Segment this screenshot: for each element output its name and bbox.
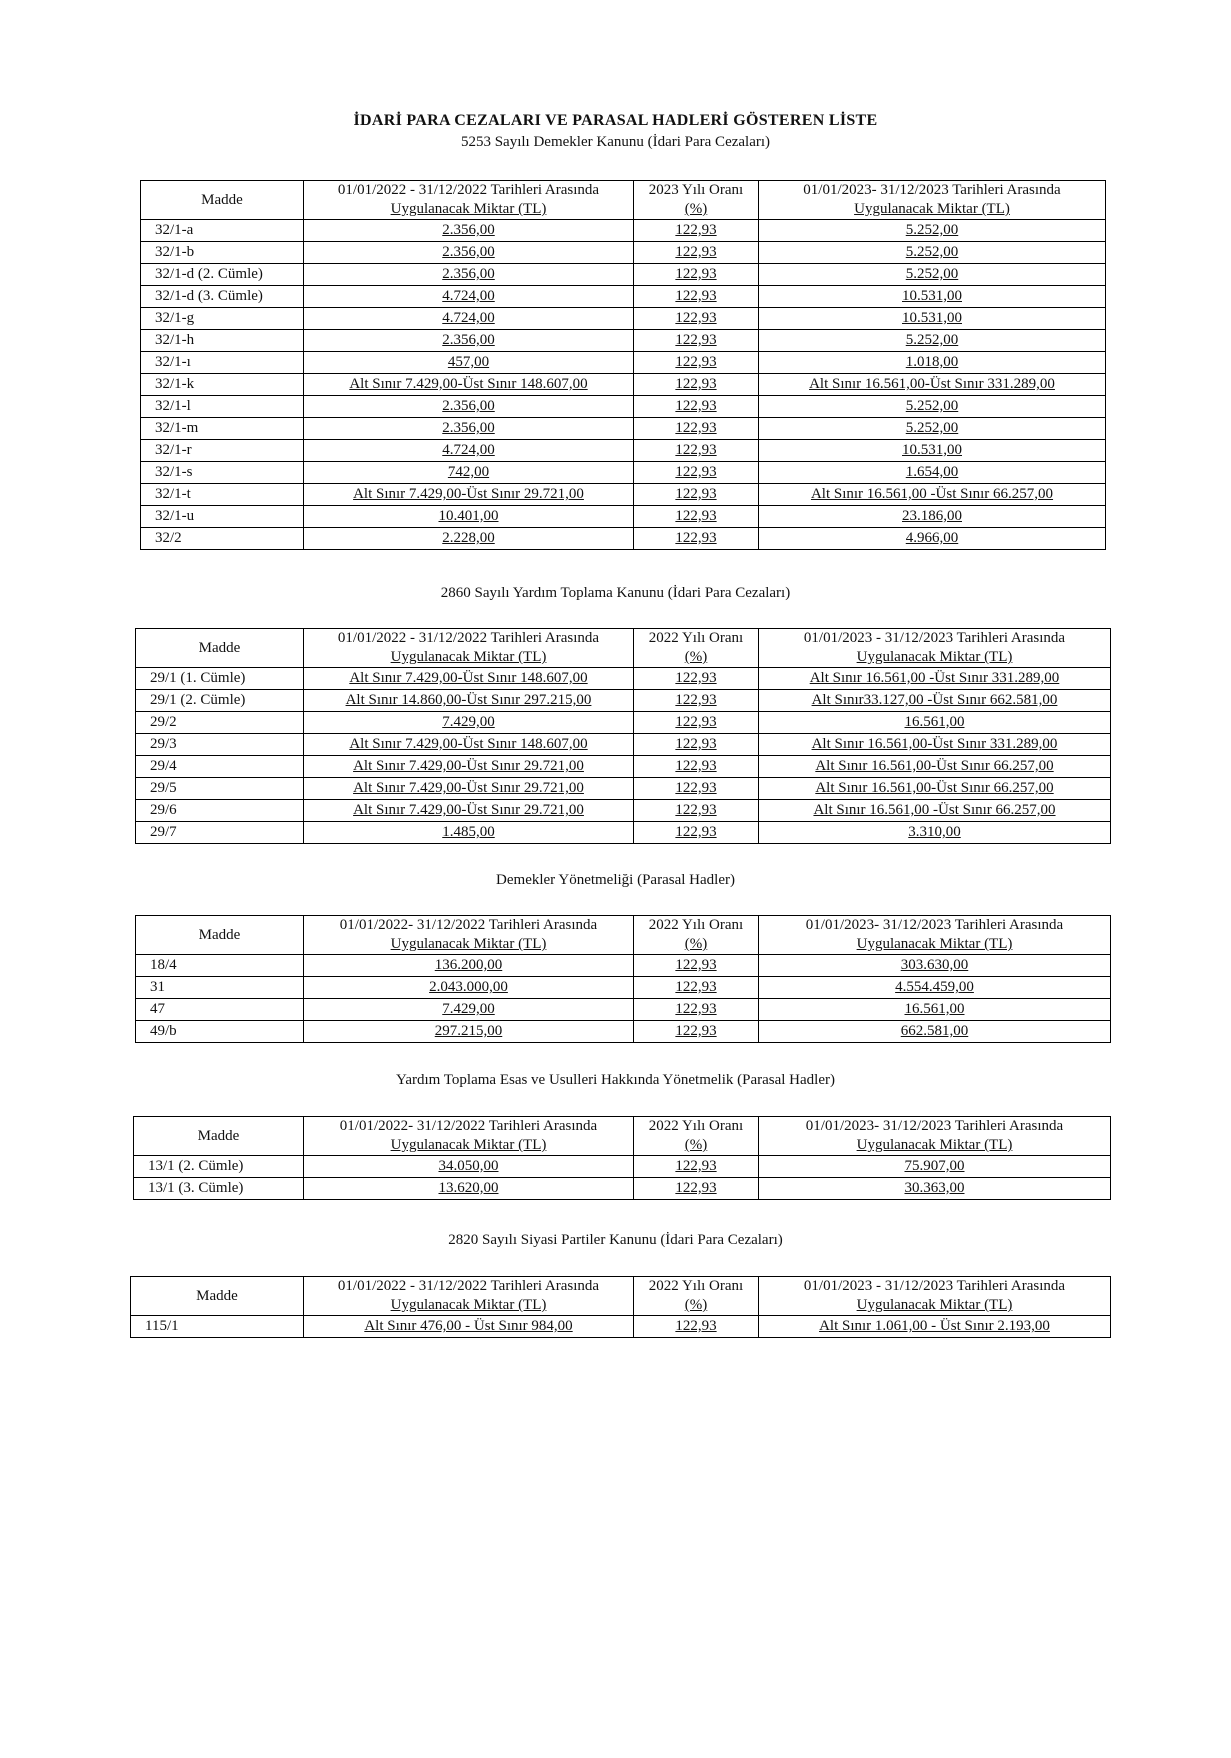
cell-amount-2023: 10.531,00 [759, 440, 1106, 462]
cell-amount-2022: 2.043.000,00 [304, 977, 634, 999]
table-row [134, 1178, 1111, 1200]
table-row [141, 374, 1106, 396]
header-amount-2023-line2: Uygulanacak Miktar (TL) [854, 201, 1010, 217]
table-row [141, 242, 1106, 264]
table-row [136, 977, 1111, 999]
table-header-row [136, 916, 1111, 955]
header-amount-2022-line1: 01/01/2022- 31/12/2022 Tarihleri Arasında [339, 917, 598, 933]
header-amount-2022-line2: Uygulanacak Miktar (TL) [390, 936, 547, 952]
cell-madde: 47 [136, 999, 304, 1021]
table-row [136, 800, 1111, 822]
header-madde [131, 1277, 304, 1316]
cell-amount-2023: Alt Sınır 16.561,00 -Üst Sınır 331.289,00 [759, 668, 1111, 690]
cell-rate: 122,93 [634, 1021, 759, 1043]
cell-amount-2022: Alt Sınır 7.429,00-Üst Sınır 29.721,00 [304, 756, 634, 778]
header-rate-line1: 2022 Yılı Oranı [648, 1118, 744, 1134]
cell-amount-2022: 4.724,00 [304, 440, 634, 462]
cell-rate: 122,93 [634, 712, 759, 734]
cell-amount-2023: Alt Sınır 16.561,00 -Üst Sınır 66.257,00 [759, 800, 1111, 822]
cell-rate: 122,93 [634, 484, 759, 506]
cell-amount-2022: 742,00 [304, 462, 634, 484]
header-rate-line2: (%) [684, 936, 708, 952]
table-row [136, 999, 1111, 1021]
header-amount-2023-line2: Uygulanacak Miktar (TL) [856, 1297, 1013, 1313]
header-amount-2022-line1: 01/01/2022 - 31/12/2022 Tarihleri Arasında [337, 182, 600, 198]
cell-amount-2022: 10.401,00 [304, 506, 634, 528]
data-table [135, 915, 1111, 1043]
cell-amount-2023: 10.531,00 [759, 286, 1106, 308]
cell-madde: 32/1-u [141, 506, 304, 528]
cell-madde: 29/4 [136, 756, 304, 778]
cell-rate: 122,93 [634, 352, 759, 374]
cell-amount-2023: Alt Sınır 16.561,00-Üst Sınır 331.289,00 [759, 374, 1106, 396]
cell-amount-2023: 10.531,00 [759, 308, 1106, 330]
table-row [136, 822, 1111, 844]
cell-rate: 122,93 [634, 999, 759, 1021]
header-rate-line1: 2023 Yılı Oranı [648, 182, 744, 198]
table-header-row [136, 629, 1111, 668]
section-title: Yardım Toplama Esas ve Usulleri Hakkında Yönetmelik (Parasal Hadler) [396, 1072, 835, 1088]
table-row [134, 1156, 1111, 1178]
cell-rate: 122,93 [634, 418, 759, 440]
cell-madde: 13/1 (2. Cümle) [134, 1156, 304, 1178]
table-row [141, 264, 1106, 286]
cell-madde: 32/1-d (2. Cümle) [141, 264, 304, 286]
cell-rate: 122,93 [634, 668, 759, 690]
header-rate-line2: (%) [684, 1297, 708, 1313]
data-table [135, 628, 1111, 844]
cell-rate: 122,93 [634, 778, 759, 800]
cell-rate: 122,93 [634, 756, 759, 778]
header-amount-2023-line2: Uygulanacak Miktar (TL) [856, 649, 1013, 665]
cell-amount-2023: 75.907,00 [759, 1156, 1111, 1178]
cell-amount-2023: 5.252,00 [759, 396, 1106, 418]
cell-amount-2022: 136.200,00 [304, 955, 634, 977]
cell-amount-2022: 2.356,00 [304, 220, 634, 242]
header-amount-2023 [759, 916, 1111, 955]
header-amount-2023-line2: Uygulanacak Miktar (TL) [856, 1137, 1013, 1153]
header-amount-2022-line2: Uygulanacak Miktar (TL) [390, 1297, 547, 1313]
header-amount-2022 [304, 1277, 634, 1316]
cell-amount-2022: Alt Sınır 7.429,00-Üst Sınır 29.721,00 [304, 778, 634, 800]
header-amount-2022 [304, 1117, 634, 1156]
cell-amount-2023: Alt Sınır 16.561,00-Üst Sınır 66.257,00 [759, 778, 1111, 800]
cell-madde: 32/1-s [141, 462, 304, 484]
section-title: 2820 Sayılı Siyasi Partiler Kanunu (İdari Para Cezaları) [448, 1232, 783, 1248]
table-row [136, 1021, 1111, 1043]
cell-rate: 122,93 [634, 1156, 759, 1178]
cell-amount-2023: 5.252,00 [759, 242, 1106, 264]
cell-amount-2022: 457,00 [304, 352, 634, 374]
header-madde-label: Madde [198, 639, 241, 656]
cell-madde: 29/5 [136, 778, 304, 800]
cell-amount-2022: 2.356,00 [304, 396, 634, 418]
header-amount-2023 [759, 1277, 1111, 1316]
cell-amount-2023: 662.581,00 [759, 1021, 1111, 1043]
cell-madde: 32/2 [141, 528, 304, 550]
table-row [136, 690, 1111, 712]
header-rate-line1: 2022 Yılı Oranı [648, 917, 744, 933]
header-amount-2022-line1: 01/01/2022 - 31/12/2022 Tarihleri Arasında [337, 630, 600, 646]
table-row [141, 528, 1106, 550]
header-madde [136, 629, 304, 668]
cell-madde: 32/1-m [141, 418, 304, 440]
cell-amount-2023: 1.654,00 [759, 462, 1106, 484]
cell-amount-2023: 16.561,00 [759, 712, 1111, 734]
cell-madde: 32/1-k [141, 374, 304, 396]
table-row [141, 462, 1106, 484]
cell-rate: 122,93 [634, 690, 759, 712]
cell-amount-2023: 5.252,00 [759, 330, 1106, 352]
table-row [141, 330, 1106, 352]
document-title: İDARİ PARA CEZALARI VE PARASAL HADLERİ GÖSTEREN LİSTE [353, 112, 878, 129]
cell-amount-2023: Alt Sınır 1.061,00 - Üst Sınır 2.193,00 [759, 1316, 1111, 1338]
cell-madde: 29/1 (1. Cümle) [136, 668, 304, 690]
cell-amount-2022: 4.724,00 [304, 286, 634, 308]
cell-amount-2022: 34.050,00 [304, 1156, 634, 1178]
header-amount-2022-line2: Uygulanacak Miktar (TL) [390, 649, 547, 665]
cell-amount-2022: 2.356,00 [304, 264, 634, 286]
cell-amount-2023: 16.561,00 [759, 999, 1111, 1021]
header-rate-line1: 2022 Yılı Oranı [648, 1278, 744, 1294]
cell-rate: 122,93 [634, 1316, 759, 1338]
header-amount-2023-line1: 01/01/2023- 31/12/2023 Tarihleri Arasında [803, 182, 1061, 198]
cell-amount-2022: 2.356,00 [304, 330, 634, 352]
header-madde-label: Madde [197, 1127, 240, 1144]
cell-amount-2023: 1.018,00 [759, 352, 1106, 374]
header-rate [634, 629, 759, 668]
cell-amount-2023: Alt Sınır 16.561,00-Üst Sınır 66.257,00 [759, 756, 1111, 778]
cell-amount-2022: Alt Sınır 7.429,00-Üst Sınır 148.607,00 [304, 734, 634, 756]
cell-amount-2022: Alt Sınır 7.429,00-Üst Sınır 148.607,00 [304, 668, 634, 690]
section-title: 2860 Sayılı Yardım Toplama Kanunu (İdari Para Cezaları) [440, 585, 791, 601]
header-amount-2022-line1: 01/01/2022- 31/12/2022 Tarihleri Arasında [339, 1118, 598, 1134]
header-rate-line2: (%) [684, 649, 708, 665]
cell-madde: 32/1-a [141, 220, 304, 242]
data-table [130, 1276, 1111, 1338]
section-title: 5253 Sayılı Demekler Kanunu (İdari Para Cezaları) [460, 134, 771, 150]
cell-rate: 122,93 [634, 286, 759, 308]
table-row [141, 286, 1106, 308]
table-row [141, 308, 1106, 330]
cell-amount-2023: 303.630,00 [759, 955, 1111, 977]
cell-amount-2023: 5.252,00 [759, 220, 1106, 242]
cell-rate: 122,93 [634, 800, 759, 822]
cell-amount-2023: 23.186,00 [759, 506, 1106, 528]
header-rate [634, 181, 759, 220]
cell-rate: 122,93 [634, 330, 759, 352]
header-amount-2023 [759, 629, 1111, 668]
header-amount-2022-line2: Uygulanacak Miktar (TL) [390, 1137, 547, 1153]
cell-amount-2022: 4.724,00 [304, 308, 634, 330]
table-row [141, 220, 1106, 242]
cell-madde: 32/1-ı [141, 352, 304, 374]
table-header-row [131, 1277, 1111, 1316]
header-amount-2023-line1: 01/01/2023- 31/12/2023 Tarihleri Arasında [805, 1118, 1064, 1134]
cell-madde: 32/1-l [141, 396, 304, 418]
cell-amount-2022: Alt Sınır 7.429,00-Üst Sınır 148.607,00 [304, 374, 634, 396]
header-madde [136, 916, 304, 955]
cell-rate: 122,93 [634, 462, 759, 484]
cell-rate: 122,93 [634, 734, 759, 756]
cell-madde: 115/1 [131, 1316, 304, 1338]
cell-amount-2023: Alt Sınır 16.561,00-Üst Sınır 331.289,00 [759, 734, 1111, 756]
header-amount-2023 [759, 181, 1106, 220]
table-row [141, 484, 1106, 506]
cell-amount-2022: Alt Sınır 7.429,00-Üst Sınır 29.721,00 [304, 484, 634, 506]
cell-rate: 122,93 [634, 440, 759, 462]
cell-rate: 122,93 [634, 308, 759, 330]
cell-rate: 122,93 [634, 264, 759, 286]
cell-amount-2023: Alt Sınır33.127,00 -Üst Sınır 662.581,00 [759, 690, 1111, 712]
table-header-row [141, 181, 1106, 220]
cell-madde: 32/1-d (3. Cümle) [141, 286, 304, 308]
cell-rate: 122,93 [634, 374, 759, 396]
cell-madde: 31 [136, 977, 304, 999]
cell-amount-2023: 4.554.459,00 [759, 977, 1111, 999]
cell-amount-2022: 13.620,00 [304, 1178, 634, 1200]
header-madde-label: Madde [198, 926, 241, 943]
cell-amount-2022: Alt Sınır 7.429,00-Üst Sınır 29.721,00 [304, 800, 634, 822]
cell-amount-2023: 30.363,00 [759, 1178, 1111, 1200]
cell-amount-2022: 2.356,00 [304, 242, 634, 264]
header-madde [134, 1117, 304, 1156]
header-rate [634, 916, 759, 955]
table-row [131, 1316, 1111, 1338]
cell-amount-2022: 7.429,00 [304, 712, 634, 734]
cell-madde: 29/3 [136, 734, 304, 756]
header-rate [634, 1277, 759, 1316]
table-row [141, 418, 1106, 440]
table-row [136, 955, 1111, 977]
header-rate [634, 1117, 759, 1156]
cell-amount-2022: 2.356,00 [304, 418, 634, 440]
table-row [136, 778, 1111, 800]
cell-rate: 122,93 [634, 1178, 759, 1200]
header-amount-2023-line1: 01/01/2023 - 31/12/2023 Tarihleri Arasında [803, 1278, 1066, 1294]
data-table [140, 180, 1106, 550]
cell-rate: 122,93 [634, 506, 759, 528]
section-title: Demekler Yönetmeliği (Parasal Hadler) [496, 872, 735, 888]
table-row [136, 668, 1111, 690]
cell-madde: 18/4 [136, 955, 304, 977]
cell-madde: 32/1-t [141, 484, 304, 506]
cell-amount-2023: 4.966,00 [759, 528, 1106, 550]
cell-madde: 32/1-g [141, 308, 304, 330]
cell-rate: 122,93 [634, 396, 759, 418]
cell-amount-2022: 2.228,00 [304, 528, 634, 550]
cell-rate: 122,93 [634, 822, 759, 844]
header-rate-line1: 2022 Yılı Oranı [648, 630, 744, 646]
cell-rate: 122,93 [634, 977, 759, 999]
cell-rate: 122,93 [634, 528, 759, 550]
cell-amount-2022: Alt Sınır 476,00 - Üst Sınır 984,00 [304, 1316, 634, 1338]
cell-amount-2023: 3.310,00 [759, 822, 1111, 844]
header-amount-2023-line2: Uygulanacak Miktar (TL) [856, 936, 1013, 952]
cell-amount-2022: Alt Sınır 14.860,00-Üst Sınır 297.215,00 [304, 690, 634, 712]
cell-madde: 49/b [136, 1021, 304, 1043]
header-amount-2022-line2: Uygulanacak Miktar (TL) [390, 201, 547, 217]
cell-madde: 29/7 [136, 822, 304, 844]
header-rate-line2: (%) [684, 201, 708, 217]
cell-madde: 29/1 (2. Cümle) [136, 690, 304, 712]
cell-madde: 13/1 (3. Cümle) [134, 1178, 304, 1200]
cell-amount-2023: 5.252,00 [759, 418, 1106, 440]
table-row [136, 756, 1111, 778]
table-row [136, 734, 1111, 756]
cell-madde: 32/1-b [141, 242, 304, 264]
header-amount-2023 [759, 1117, 1111, 1156]
header-amount-2022 [304, 629, 634, 668]
table-header-row [134, 1117, 1111, 1156]
header-amount-2023-line1: 01/01/2023 - 31/12/2023 Tarihleri Arasında [803, 630, 1066, 646]
cell-rate: 122,93 [634, 955, 759, 977]
header-amount-2022 [304, 181, 634, 220]
cell-madde: 29/2 [136, 712, 304, 734]
header-amount-2022-line1: 01/01/2022 - 31/12/2022 Tarihleri Arasında [337, 1278, 600, 1294]
header-madde [141, 181, 304, 220]
cell-rate: 122,93 [634, 242, 759, 264]
cell-madde: 29/6 [136, 800, 304, 822]
cell-amount-2023: Alt Sınır 16.561,00 -Üst Sınır 66.257,00 [759, 484, 1106, 506]
table-row [141, 352, 1106, 374]
data-table [133, 1116, 1111, 1200]
table-row [141, 396, 1106, 418]
cell-amount-2022: 7.429,00 [304, 999, 634, 1021]
header-amount-2023-line1: 01/01/2023- 31/12/2023 Tarihleri Arasında [805, 917, 1064, 933]
header-rate-line2: (%) [684, 1137, 708, 1153]
header-amount-2022 [304, 916, 634, 955]
cell-amount-2022: 297.215,00 [304, 1021, 634, 1043]
table-row [141, 506, 1106, 528]
cell-amount-2023: 5.252,00 [759, 264, 1106, 286]
cell-rate: 122,93 [634, 220, 759, 242]
cell-amount-2022: 1.485,00 [304, 822, 634, 844]
header-madde-label: Madde [201, 191, 243, 208]
table-row [141, 440, 1106, 462]
table-row [136, 712, 1111, 734]
cell-madde: 32/1-h [141, 330, 304, 352]
cell-madde: 32/1-r [141, 440, 304, 462]
header-madde-label: Madde [196, 1287, 238, 1304]
